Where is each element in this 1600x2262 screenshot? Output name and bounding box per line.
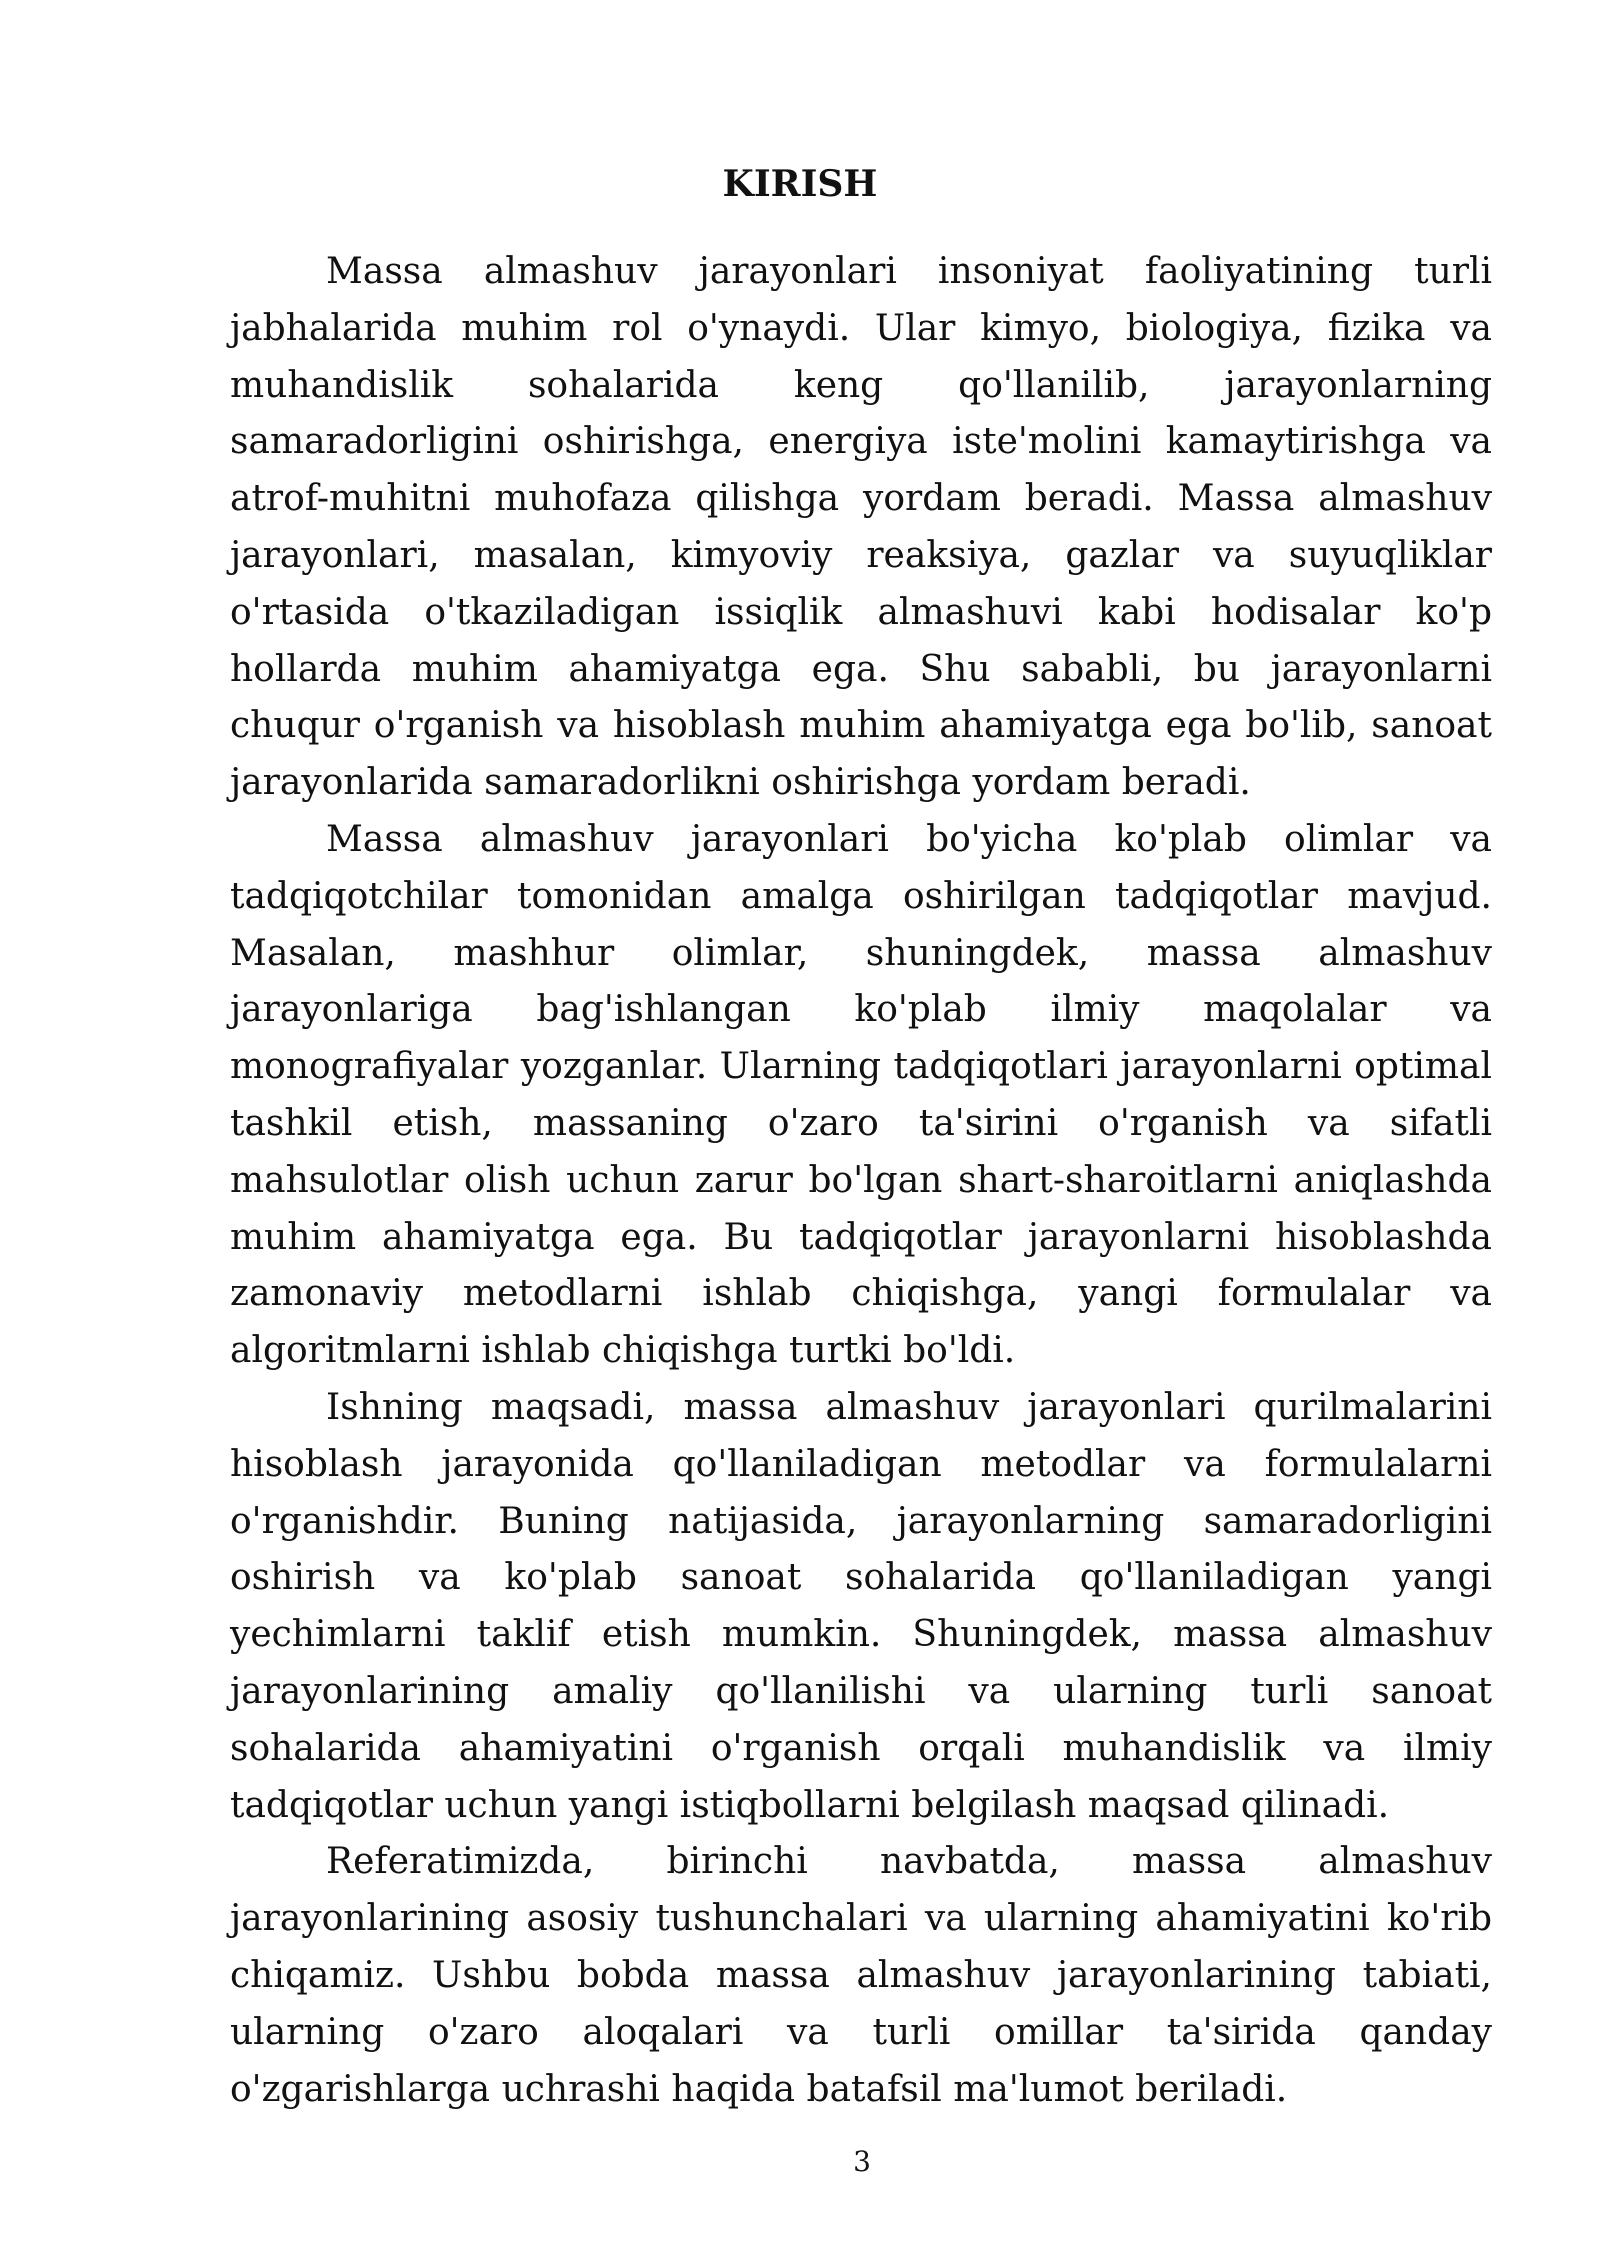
paragraph: Referatimizda, birinchi navbatda, massa almashuv jarayonlarining asosiy tushunchalari va ularning ahamiyatini ko'rib chiqamiz. Ushbu bobda massa almashuv jarayonlarining tabiati, ularning o'zaro aloqalari va turli omillar ta'sirida qanday o'zgarishlarga uchrashi haqida batafsil ma'lumot beriladi. [230,1841,1492,2110]
page-number: 3 [853,2145,871,2178]
paragraph: Massa almashuv jarayonlari insoniyat faoliyatining turli jabhalarida muhim rol o'ynaydi. Ular kimyo, biologiya, fizika va muhandislik sohalarida keng qo'llanilib, jarayonlarning samaradorligini oshirishga, energiya iste'molini kamaytirishga va atrof-muhitni muhofaza qilishga yordam beradi. Massa almashuv jarayonlari, masalan, kimyoviy reaksiya, gazlar va suyuqliklar o'rtasida o'tkaziladigan issiqlik almashuvi kabi hodisalar ko'p hollarda muhim ahamiyatga ega. Shu sababli, bu jarayonlarni chuqur o'rganish va hisoblash muhim ahamiyatga ega bo'lib, sanoat jarayonlarida samaradorlikni oshirishga yordam beradi. [230,251,1492,804]
body-text [230,244,1492,2118]
paragraph: Massa almashuv jarayonlari bo'yicha ko'plab olimlar va tadqiqotchilar tomonidan amalga oshirilgan tadqiqotlar mavjud. Masalan, mashhur olimlar, shuningdek, massa almashuv jarayonlariga bag'ishlangan ko'plab ilmiy maqolalar va monografiyalar yozganlar. Ularning tadqiqotlari jarayonlarni optimal tashkil etish, massaning o'zaro ta'sirini o'rganish va sifatli mahsulotlar olish uchun zarur bo'lgan shart-sharoitlarni aniqlashda muhim ahamiyatga ega. Bu tadqiqotlar jarayonlarni hisoblashda zamonaviy metodlarni ishlab chiqishga, yangi formulalar va algoritmlarni ishlab chiqishga turtki bo'ldi. [230,818,1492,1372]
section-heading: KIRISH [722,163,878,205]
paragraph: Ishning maqsadi, massa almashuv jarayonlari qurilmalarini hisoblash jarayonida qo'llaniladigan metodlar va formulalarni o'rganishdir. Buning natijasida, jarayonlarning samaradorligini oshirish va ko'plab sanoat sohalarida qo'llaniladigan yangi yechimlarni taklif etish mumkin. Shuningdek, massa almashuv jarayonlarining amaliy qo'llanilishi va ularning turli sanoat sohalarida ahamiyatini o'rganish orqali muhandislik va ilmiy tadqiqotlar uchun yangi istiqbollarni belgilash maqsad qilinadi. [230,1386,1492,1826]
